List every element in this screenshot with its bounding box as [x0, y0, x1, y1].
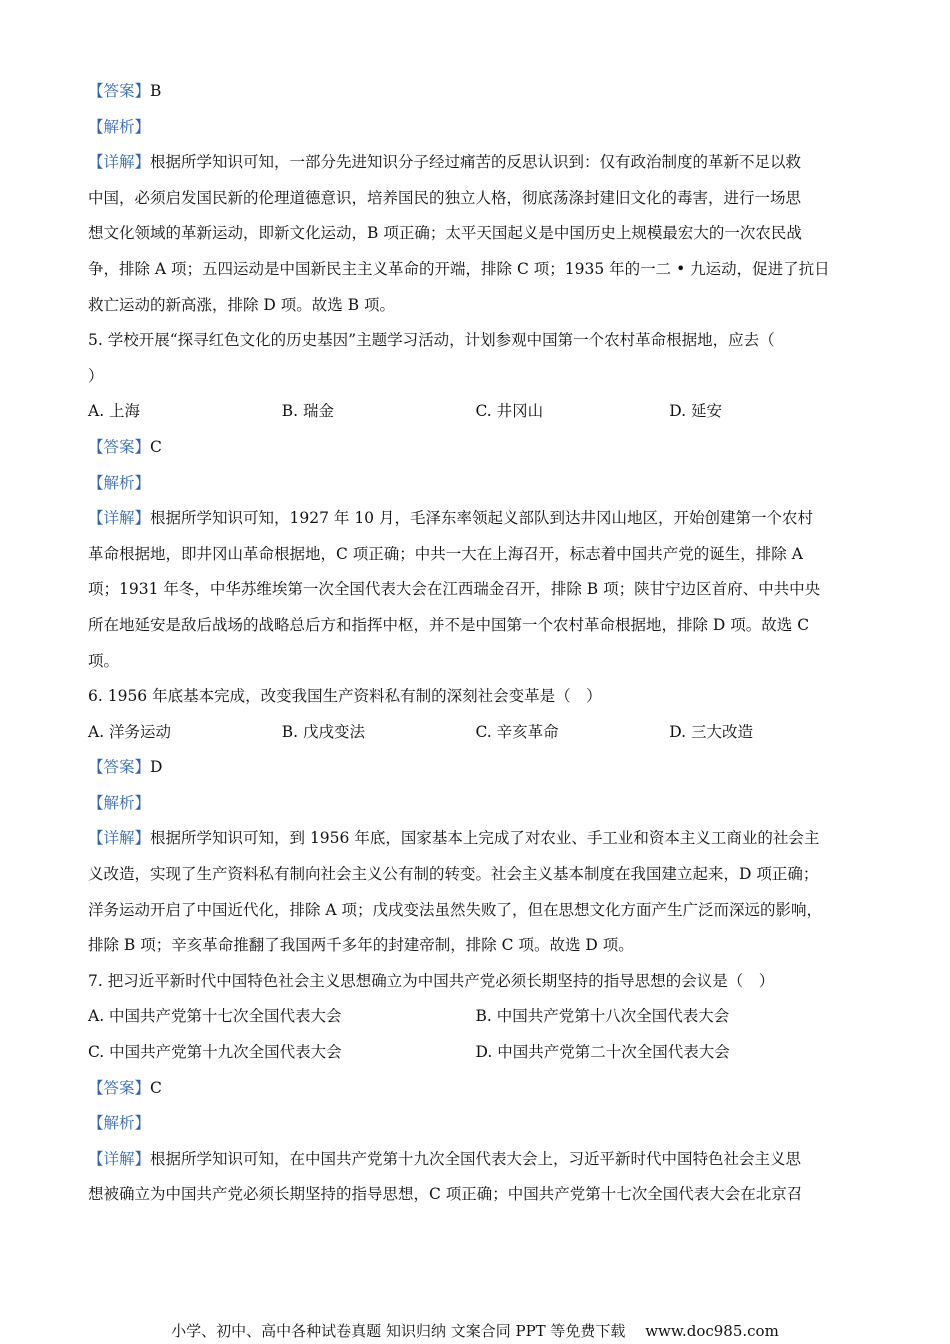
question-stem: 7. 把习近平新时代中国特色社会主义思想确立为中国共产党必须长期坚持的指导思想的会议是（ ）	[88, 971, 775, 990]
answer-value: D	[150, 758, 163, 777]
analysis-tag: 【解析】	[88, 473, 151, 492]
question-stem: 5. 学校开展“探寻红色文化的历史基因”主题学习活动，计划参观中国第一个农村革命根据地，应去（	[88, 331, 775, 350]
analysis-tag: 【解析】	[88, 1114, 151, 1133]
detail-line: 义改造，实现了生产资料私有制向社会主义公有制的转变。社会主义基本制度在我国建立起来，D 项正确；	[88, 865, 819, 884]
detail-line: 洋务运动开启了中国近代化，排除 A 项；戊戌变法虽然失败了，但在思想文化方面产生广泛而深远的影响，	[88, 900, 823, 919]
option-b[interactable]: B. 中国共产党第十八次全国代表大会	[475, 1007, 730, 1026]
detail-paragraph	[88, 505, 863, 683]
analysis-tag: 【解析】	[88, 117, 151, 136]
options-row	[88, 1039, 863, 1075]
answer-tag: 【答案】	[88, 437, 151, 456]
options-row	[88, 398, 863, 434]
detail-line: 争，排除 A 项；五四运动是中国新民主主义革命的开端，排除 C 项；1935 年的一二 • 九运动，促进了抗日	[88, 259, 830, 278]
option-d[interactable]: D. 中国共产党第二十次全国代表大会	[475, 1043, 730, 1062]
answer-value: C	[150, 437, 162, 456]
question-stem: 6. 1956 年底基本完成，改变我国生产资料私有制的深刻社会变革是（ ）	[88, 687, 602, 706]
detail-line: 【详解】根据所学知识可知，1927 年 10 月，毛泽东率领起义部队到达井冈山地区，开始创建第一个农村	[88, 509, 813, 528]
detail-line: 想文化领域的革新运动，即新文化运动，B 项正确；太平天国起义是中国历史上规模最宏大的一次农民战	[88, 224, 802, 243]
option-a[interactable]: A. 上海	[88, 402, 141, 421]
detail-paragraph	[88, 1146, 863, 1217]
answer-value: B	[150, 82, 162, 100]
answer-line	[88, 434, 863, 470]
answer-line	[88, 78, 863, 114]
detail-line: 【详解】根据所学知识可知，一部分先进知识分子经过痛苦的反思认识到：仅有政治制度的革新不足以救	[88, 153, 802, 172]
answer-tag: 【答案】	[88, 758, 151, 777]
answer-line	[88, 754, 863, 790]
analysis-tag: 【解析】	[88, 793, 151, 812]
answer-tag: 【答案】	[88, 82, 151, 100]
option-c[interactable]: C. 辛亥革命	[475, 722, 559, 741]
option-d[interactable]: D. 三大改造	[669, 722, 753, 741]
options-row	[88, 719, 863, 755]
question-stem-cont: ）	[88, 366, 104, 385]
detail-line: 中国，必须启发国民新的伦理道德意识，培养国民的独立人格，彻底荡涤封建旧文化的毒害，进行一场思	[88, 188, 802, 207]
detail-line: 项；1931 年冬，中华苏维埃第一次全国代表大会在江西瑞金召开，排除 B 项；陕甘宁边区首府、中共中央	[88, 580, 821, 599]
detail-line: 排除 B 项；辛亥革命推翻了我国两千多年的封建帝制，排除 C 项。故选 D 项。	[88, 936, 634, 955]
detail-tag: 【详解】	[88, 509, 151, 528]
option-a[interactable]: A. 洋务运动	[88, 722, 172, 741]
option-a[interactable]: A. 中国共产党第十七次全国代表大会	[88, 1007, 342, 1026]
detail-tag: 【详解】	[88, 829, 151, 848]
option-c[interactable]: C. 井冈山	[475, 402, 544, 421]
answer-line	[88, 1075, 863, 1111]
detail-line: 想被确立为中国共产党必须长期坚持的指导思想，C 项正确；中国共产党第十七次全国代表大会在北京召	[88, 1185, 803, 1204]
option-b[interactable]: B. 瑞金	[281, 402, 334, 421]
detail-tag: 【详解】	[88, 153, 151, 172]
page-footer: 小学、初中、高中各种试卷真题 知识归纳 文案合同 PPT 等免费下载 www.doc985.com	[171, 1322, 779, 1340]
option-d[interactable]: D. 延安	[669, 402, 722, 421]
detail-line: 救亡运动的新高涨，排除 D 项。故选 B 项。	[88, 295, 396, 314]
detail-line: 革命根据地，即井冈山革命根据地，C 项正确；中共一大在上海召开，标志着中国共产党的诞生，排除 A	[88, 544, 803, 563]
answer-value: C	[150, 1078, 162, 1097]
option-b[interactable]: B. 戊戌变法	[281, 722, 365, 741]
detail-line: 【详解】根据所学知识可知，在中国共产党第十九次全国代表大会上，习近平新时代中国特色社会主义思	[88, 1149, 802, 1168]
detail-line: 所在地延安是敌后战场的战略总后方和指挥中枢，并不是中国第一个农村革命根据地，排除 D 项。故选 C	[88, 615, 810, 634]
options-row	[88, 1003, 863, 1039]
detail-paragraph	[88, 149, 863, 327]
answer-tag: 【答案】	[88, 1078, 151, 1097]
detail-tag: 【详解】	[88, 1149, 151, 1168]
option-c[interactable]: C. 中国共产党第十九次全国代表大会	[88, 1043, 342, 1062]
detail-paragraph	[88, 825, 863, 967]
detail-line: 【详解】根据所学知识可知，到 1956 年底，国家基本上完成了对农业、手工业和资本主义工商业的社会主	[88, 829, 820, 848]
detail-line: 项。	[88, 651, 120, 670]
document-page	[88, 78, 863, 1217]
